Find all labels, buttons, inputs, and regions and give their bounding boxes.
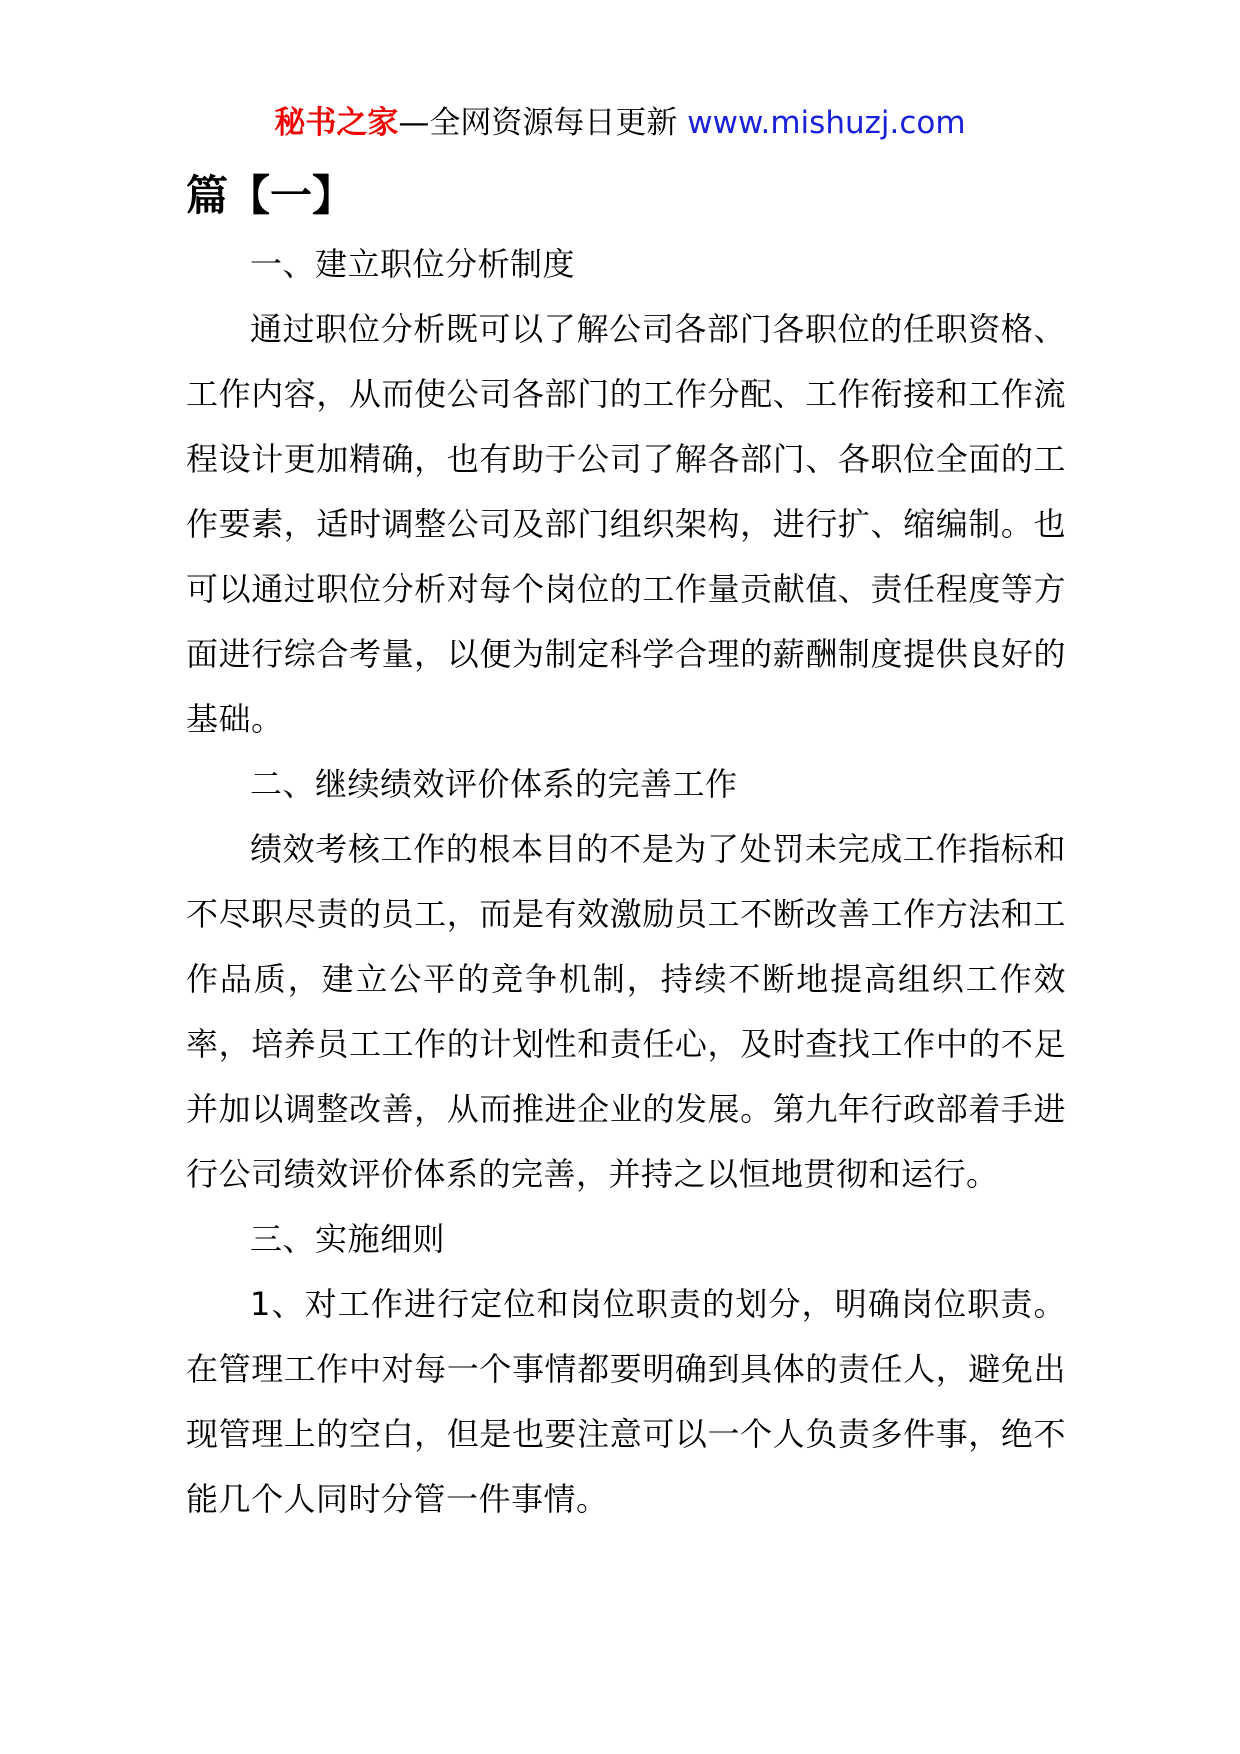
document-title: 篇【一】 — [186, 171, 355, 220]
body-paragraph-2: 绩效考核工作的根本目的不是为了处罚未完成工作指标和不尽职尽责的员工，而是有效激励员工不断改善工作方法和工作品质，建立公平的竞争机制，持续不断地提高组织工作效率，培养员工工作的计划性和责任心，及时查找工作中的不足并加以调整改善，从而推进企业的发展。第九年行政部着手进行公司绩效评价体系的完善，并持之以恒地贯彻和运行。 — [186, 830, 1066, 1193]
site-header — [0, 100, 1240, 146]
section-heading-3: 三、实施细则 — [250, 1220, 446, 1258]
body-paragraph-1: 通过职位分析既可以了解公司各部门各职位的任职资格、工作内容，从而使公司各部门的工作分配、工作衔接和工作流程设计更加精确，也有助于公司了解各部门、各职位全面的工作要素，适时调整公司及部门组织架构，进行扩、缩编制。也可以通过职位分析对每个岗位的工作量贡献值、责任程度等方面进行综合考量，以便为制定科学合理的薪酬制度提供良好的基础。 — [186, 310, 1066, 738]
document-body — [186, 160, 1066, 1532]
site-brand: 秘书之家 — [274, 105, 399, 141]
body-paragraph-3: 1、对工作进行定位和岗位职责的划分，明确岗位职责。在管理工作中对每一个事情都要明确到具体的责任人，避免出现管理上的空白，但是也要注意可以一个人负责多件事，绝不能几个人同时分管一件事情。 — [186, 1285, 1066, 1518]
site-tagline: —全网资源每日更新 — [398, 105, 688, 141]
site-url-link[interactable]: www.mishuzj.com — [687, 105, 966, 141]
section-heading-2: 二、继续绩效评价体系的完善工作 — [250, 765, 738, 803]
section-heading-1: 一、建立职位分析制度 — [250, 245, 576, 283]
